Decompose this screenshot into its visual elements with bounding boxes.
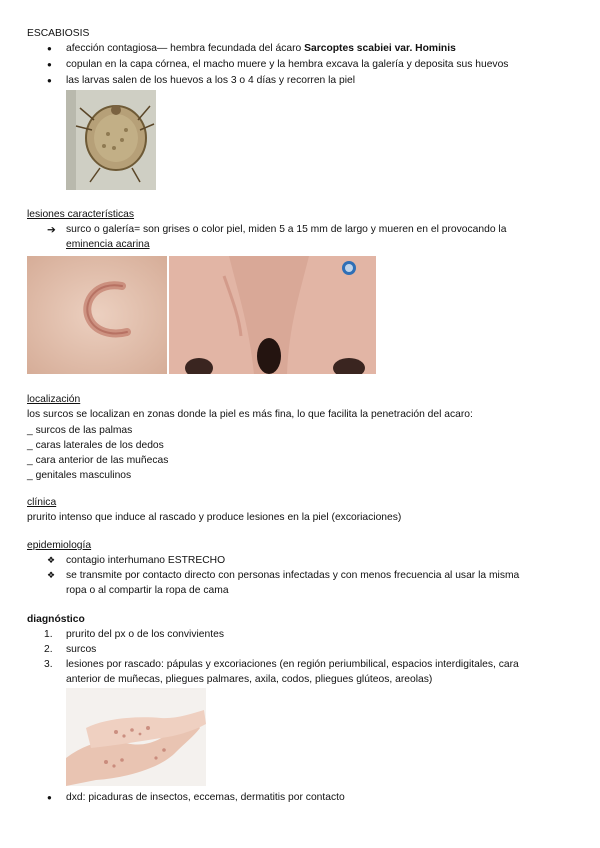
epidemiologia-item-2-cont: ropa o al compartir la ropa de cama — [66, 585, 229, 596]
localizacion-item: _ surcos de las palmas — [27, 425, 133, 436]
diagnostico-item-3: lesiones por rascado: pápulas y excoriaciones (en región periumbilical, espacios interdigitales, cara — [66, 659, 519, 670]
intro-bullet-1-text: afección contagiosa— hembra fecundada del ácaro — [66, 43, 305, 54]
localizacion-item: _ cara anterior de las muñecas — [27, 455, 169, 466]
skin-burrow-image — [27, 256, 167, 374]
epidemiologia-item-2: se transmite por contacto directo con personas infectadas y con menos frecuencia al usar la misma — [66, 570, 520, 581]
lesiones-text-1: surco o galería= son grises o color piel, miden 5 a 15 mm de largo y mueren en el provocando la — [66, 224, 507, 235]
eminencia-acarina-label: eminencia acarina — [66, 239, 150, 250]
page-title: ESCABIOSIS — [27, 28, 90, 39]
list-number: 2. — [44, 644, 53, 655]
bullet-icon: ● — [47, 76, 52, 85]
epidemiologia-heading: epidemiología — [27, 540, 92, 551]
diagnostico-item-1: prurito del px o de los convivientes — [66, 629, 224, 640]
diagnostico-heading: diagnóstico — [27, 614, 85, 625]
epidemiologia-item-1: contagio interhumano ESTRECHO — [66, 555, 226, 566]
localizacion-heading: localización — [27, 394, 81, 405]
clinica-heading: clínica — [27, 497, 57, 508]
bullet-icon: ● — [47, 44, 52, 53]
species-name: Sarcoptes scabiei var. Hominis — [304, 43, 456, 54]
dxd-text: dxd: picaduras de insectos, eccemas, dermatitis por contacto — [66, 792, 345, 803]
lesiones-heading: lesiones características — [27, 209, 135, 220]
finger-web-burrow-image — [169, 256, 376, 374]
arrow-right-icon: ➔ — [47, 225, 56, 236]
localizacion-item: _ genitales masculinos — [27, 470, 132, 481]
localizacion-item: _ caras laterales de los dedos — [27, 440, 164, 451]
list-number: 1. — [44, 629, 53, 640]
mite-microscope-image — [66, 90, 156, 190]
diamond-bullet-icon: ❖ — [47, 570, 56, 580]
localizacion-text: los surcos se localizan en zonas donde la piel es más fina, lo que facilita la penetración del acaro: — [27, 409, 473, 420]
intro-bullet-2: copulan en la capa córnea, el macho muere y la hembra excava la galería y deposita sus huevos — [66, 59, 509, 70]
list-number: 3. — [44, 659, 53, 670]
hands-lesions-image — [66, 688, 206, 786]
intro-bullet-3: las larvas salen de los huevos a los 3 o 4 días y recorren la piel — [66, 75, 356, 86]
bullet-icon: ● — [47, 793, 52, 802]
clinica-text: prurito intenso que induce al rascado y produce lesiones en la piel (excoriaciones) — [27, 512, 402, 523]
diamond-bullet-icon: ❖ — [47, 555, 56, 565]
diagnostico-item-2: surcos — [66, 644, 97, 655]
diagnostico-item-3-cont: anterior de muñecas, pliegues palmares, axila, codos, pliegues glúteos, areolas) — [66, 674, 433, 685]
intro-bullet-1 — [66, 43, 456, 54]
bullet-icon: ● — [47, 60, 52, 69]
